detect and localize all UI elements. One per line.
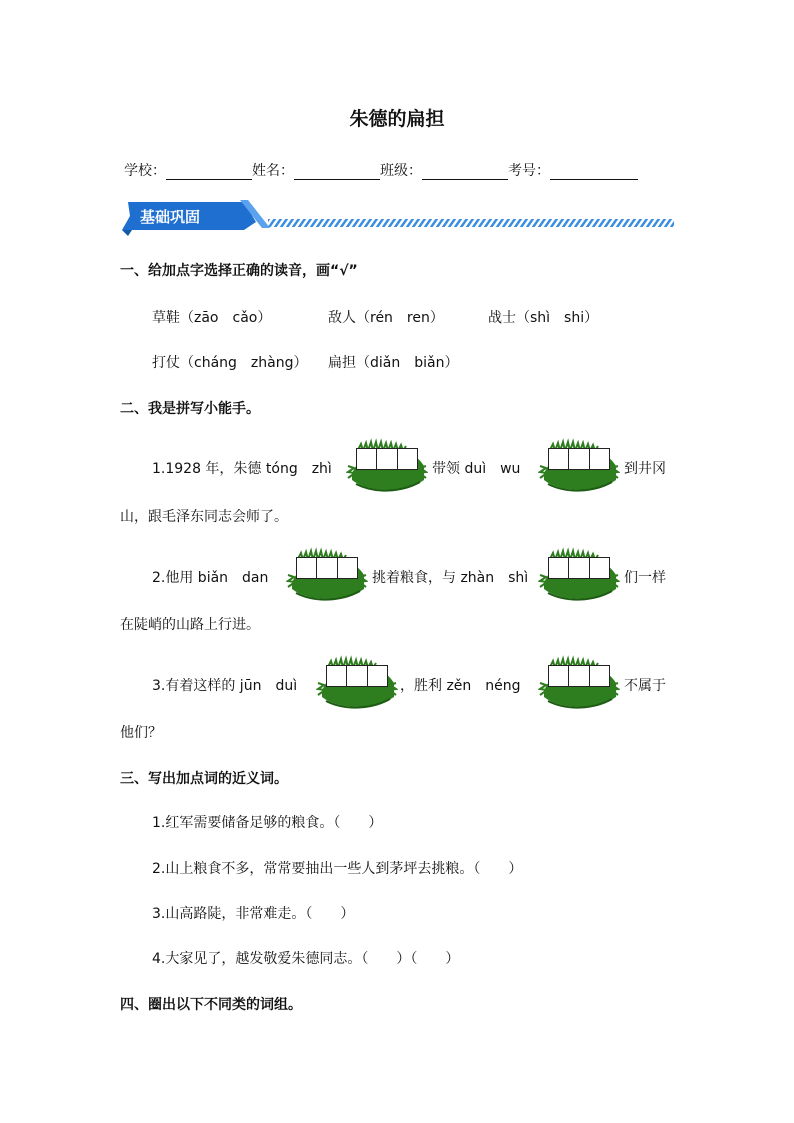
writing-grid-5[interactable] — [316, 653, 398, 709]
sec1-item-1: 草鞋（zāo cǎo） — [152, 310, 272, 326]
sec2-q3-part-b: ，胜利 zěn néng — [400, 678, 521, 694]
banner-label: 基础巩固 — [140, 208, 201, 226]
sec2-q2-part-c: 们一样 — [624, 570, 666, 586]
sec2-q2-part-d: 在陡峭的山路上行进。 — [120, 617, 260, 633]
sec1-item-2: 敌人（rén ren） — [328, 310, 444, 326]
sec2-q1-part-d: 山，跟毛泽东同志会师了。 — [120, 509, 288, 525]
sec2-q3-part-d: 他们？ — [120, 725, 162, 741]
name-label: 姓名： — [252, 163, 294, 179]
section-2-heading: 二、我是拼写小能手。 — [120, 401, 260, 417]
class-blank[interactable] — [422, 165, 508, 180]
sec1-item-5: 扁担（diǎn biǎn） — [328, 355, 459, 371]
section-4-heading: 四、圈出以下不同类的词组。 — [120, 997, 302, 1013]
sec2-q1-part-c: 到井冈 — [624, 461, 666, 477]
sec2-q1-part-a: 1.1928 年，朱德 tóng zhì — [152, 461, 332, 477]
sec3-item-3: 3.山高路陡，非常难走。（ ） — [152, 906, 355, 922]
sec2-q3-part-a: 3.有着这样的 jūn duì — [152, 678, 298, 694]
document-title: 朱德的扁担 — [349, 108, 445, 130]
section-1-heading: 一、给加点字选择正确的读音，画“√” — [120, 263, 358, 279]
writing-grid-2[interactable] — [538, 436, 620, 492]
sec2-q2-part-b: 挑着粮食，与 zhàn shì — [372, 570, 529, 586]
sec3-item-2: 2.山上粮食不多，常常要抽出一些人到茅坪去挑粮。（ ） — [152, 861, 523, 877]
section-banner — [120, 198, 676, 238]
school-label: 学校： — [124, 163, 166, 179]
sec3-item-1: 1.红军需要储备足够的粮食。（ ） — [152, 815, 383, 831]
writing-grid-6[interactable] — [538, 653, 620, 709]
school-blank[interactable] — [166, 165, 252, 180]
writing-grid-1[interactable] — [346, 436, 428, 492]
class-label: 班级： — [380, 163, 422, 179]
exam-no-blank[interactable] — [550, 165, 638, 180]
sec2-q1-part-b: 带领 duì wu — [432, 461, 521, 477]
sec3-item-4: 4.大家见了，越发敬爱朱德同志。（ ）（ ） — [152, 951, 460, 967]
section-3-heading: 三、写出加点词的近义词。 — [120, 771, 288, 787]
exam-no-label: 考号： — [508, 163, 550, 179]
writing-grid-3[interactable] — [286, 545, 368, 601]
writing-grid-4[interactable] — [538, 545, 620, 601]
student-info-line — [124, 160, 638, 180]
sec2-q2-part-a: 2.他用 biǎn dan — [152, 570, 269, 586]
name-blank[interactable] — [294, 165, 380, 180]
sec1-item-3: 战士（shì shi） — [488, 310, 599, 326]
sec1-item-4: 打仗（cháng zhàng） — [152, 355, 308, 371]
sec2-q3-part-c: 不属于 — [624, 678, 666, 694]
